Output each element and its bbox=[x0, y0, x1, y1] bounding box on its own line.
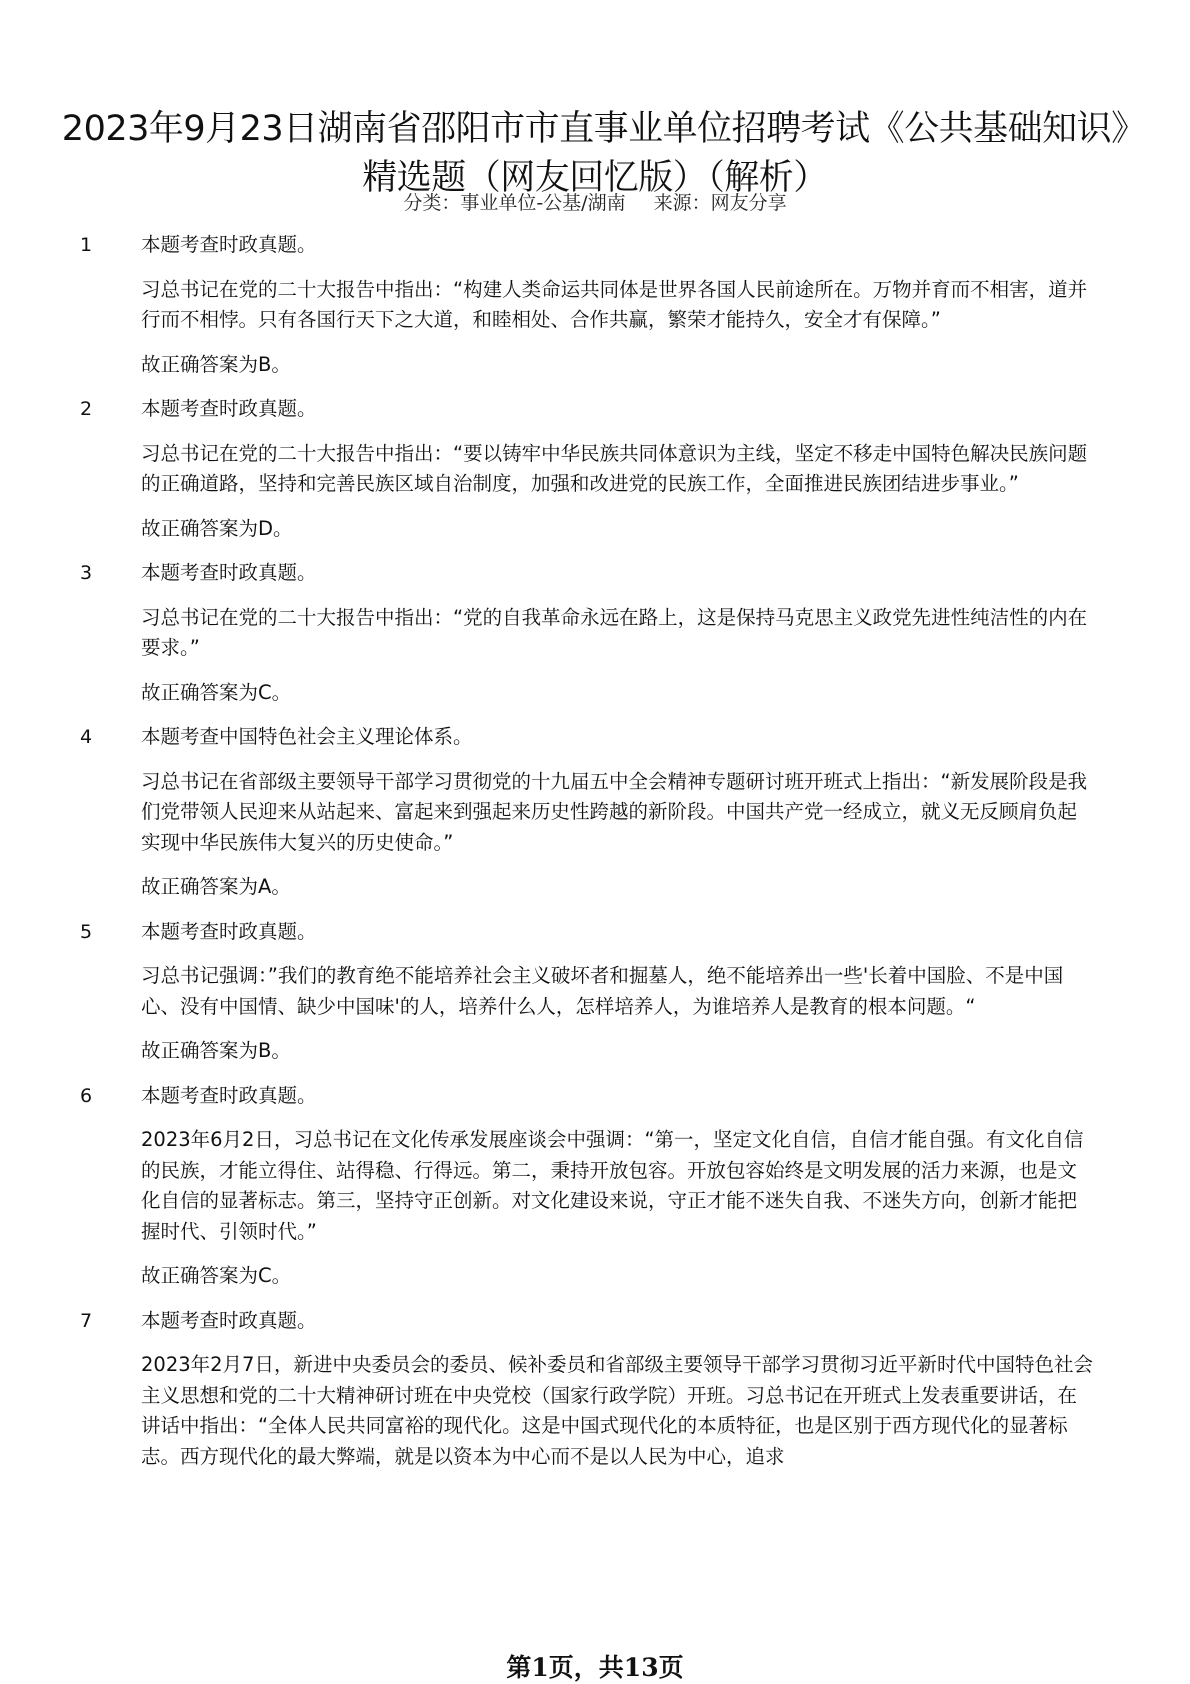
question-explanation: 习总书记在党的二十大报告中指出：“要以铸牢中华民族共同体意识为主线，坚定不移走中国特色解决民族问题的正确道路，坚持和完善民族区域自治制度，加强和改进党的民族工作，全面推进民族团结进步事业。” bbox=[141, 441, 1088, 495]
question-item-4 bbox=[0, 722, 1190, 903]
question-explanation: 2023年6月2日，习总书记在文化传承发展座谈会中强调：“第一，坚定文化自信，自信才能自强。有文化自信的民族，才能立得住、站得稳、行得远。第二，秉持开放包容。开放包容始终是文明发展的活力来源，也是文化自信的显著标志。第三，坚持守正创新。对文化建设来说，守正才能不迷失自我、不迷失方向，创新才能把握时代、引领时代。” bbox=[141, 1128, 1084, 1243]
question-answer: 故正确答案为B。 bbox=[141, 352, 291, 376]
question-list bbox=[0, 230, 1190, 1486]
question-item-2 bbox=[0, 394, 1190, 544]
question-answer: 故正确答案为B。 bbox=[141, 1039, 291, 1062]
question-number: 4 bbox=[80, 726, 93, 748]
question-topic: 本题考查时政真题。 bbox=[141, 1083, 317, 1107]
question-item-6 bbox=[0, 1081, 1190, 1292]
question-explanation: 习总书记在党的二十大报告中指出：“党的自我革命永远在路上，这是保持马克思主义政党先进性纯洁性的内在要求。” bbox=[141, 605, 1088, 659]
question-item-5 bbox=[0, 917, 1190, 1067]
question-item-1 bbox=[0, 230, 1190, 380]
question-number: 1 bbox=[80, 234, 93, 256]
question-explanation: 习总书记在省部级主要领导干部学习贯彻党的十九届五中全会精神专题研讨班开班式上指出：“新发展阶段是我们党带领人民迎来从站起来、富起来到强起来历史性跨越的新阶段。中国共产党一经成立，就义无反顾肩负起实现中华民族伟大复兴的历史使命。” bbox=[141, 769, 1088, 854]
question-topic: 本题考查时政真题。 bbox=[141, 233, 317, 256]
category-label: 分类：事业单位-公基/湖南 bbox=[403, 192, 626, 214]
question-answer: 故正确答案为A。 bbox=[141, 875, 291, 898]
question-explanation: 2023年2月7日，新进中央委员会的委员、候补委员和省部级主要领导干部学习贯彻习近平新时代中国特色社会主义思想和党的二十大精神研讨班在中央党校（国家行政学院）开班。习总书记在开班式上发表重要讲话，在讲话中指出：“全体人民共同富裕的现代化。这是中国式现代化的本质特征，也是区别于西方现代化的显著标志。西方现代化的最大弊端，就是以资本为中心而不是以人民为中心，追求 bbox=[141, 1353, 1093, 1468]
question-number: 7 bbox=[80, 1309, 93, 1332]
question-number: 3 bbox=[80, 562, 93, 584]
question-number: 5 bbox=[80, 920, 93, 943]
question-topic: 本题考查时政真题。 bbox=[141, 1308, 317, 1332]
question-number: 6 bbox=[80, 1084, 93, 1107]
question-answer: 故正确答案为C。 bbox=[141, 1264, 292, 1287]
page-number: 第1页，共13页 bbox=[506, 1653, 684, 1682]
document-title: 2023年9月23日湖南省邵阳市市直事业单位招聘考试《公共基础知识》精选题（网友回忆版）（解析） bbox=[61, 109, 1129, 199]
question-answer: 故正确答案为C。 bbox=[141, 680, 292, 704]
question-item-3 bbox=[0, 558, 1190, 708]
source-label: 来源：网友分享 bbox=[653, 192, 787, 214]
question-explanation: 习总书记在党的二十大报告中指出：“构建人类命运共同体是世界各国人民前途所在。万物并育而不相害，道并行而不相悖。只有各国行天下之大道，和睦相处、合作共赢，繁荣才能持久，安全才有保障。” bbox=[141, 277, 1088, 331]
question-answer: 故正确答案为D。 bbox=[141, 516, 293, 540]
question-number: 2 bbox=[80, 398, 93, 420]
question-item-7 bbox=[0, 1306, 1190, 1473]
question-explanation: 习总书记强调：”我们的教育绝不能培养社会主义破坏者和掘墓人，绝不能培养出一些'长着中国脸、不是中国心、没有中国情、缺少中国味'的人，培养什么人，怎样培养人，为谁培养人是教育的根本问题。“ bbox=[141, 964, 1064, 1018]
question-topic: 本题考查时政真题。 bbox=[141, 561, 317, 584]
question-topic: 本题考查时政真题。 bbox=[141, 919, 317, 943]
question-topic: 本题考查时政真题。 bbox=[141, 397, 317, 420]
question-topic: 本题考查中国特色社会主义理论体系。 bbox=[141, 725, 473, 748]
document-meta bbox=[0, 188, 1190, 215]
